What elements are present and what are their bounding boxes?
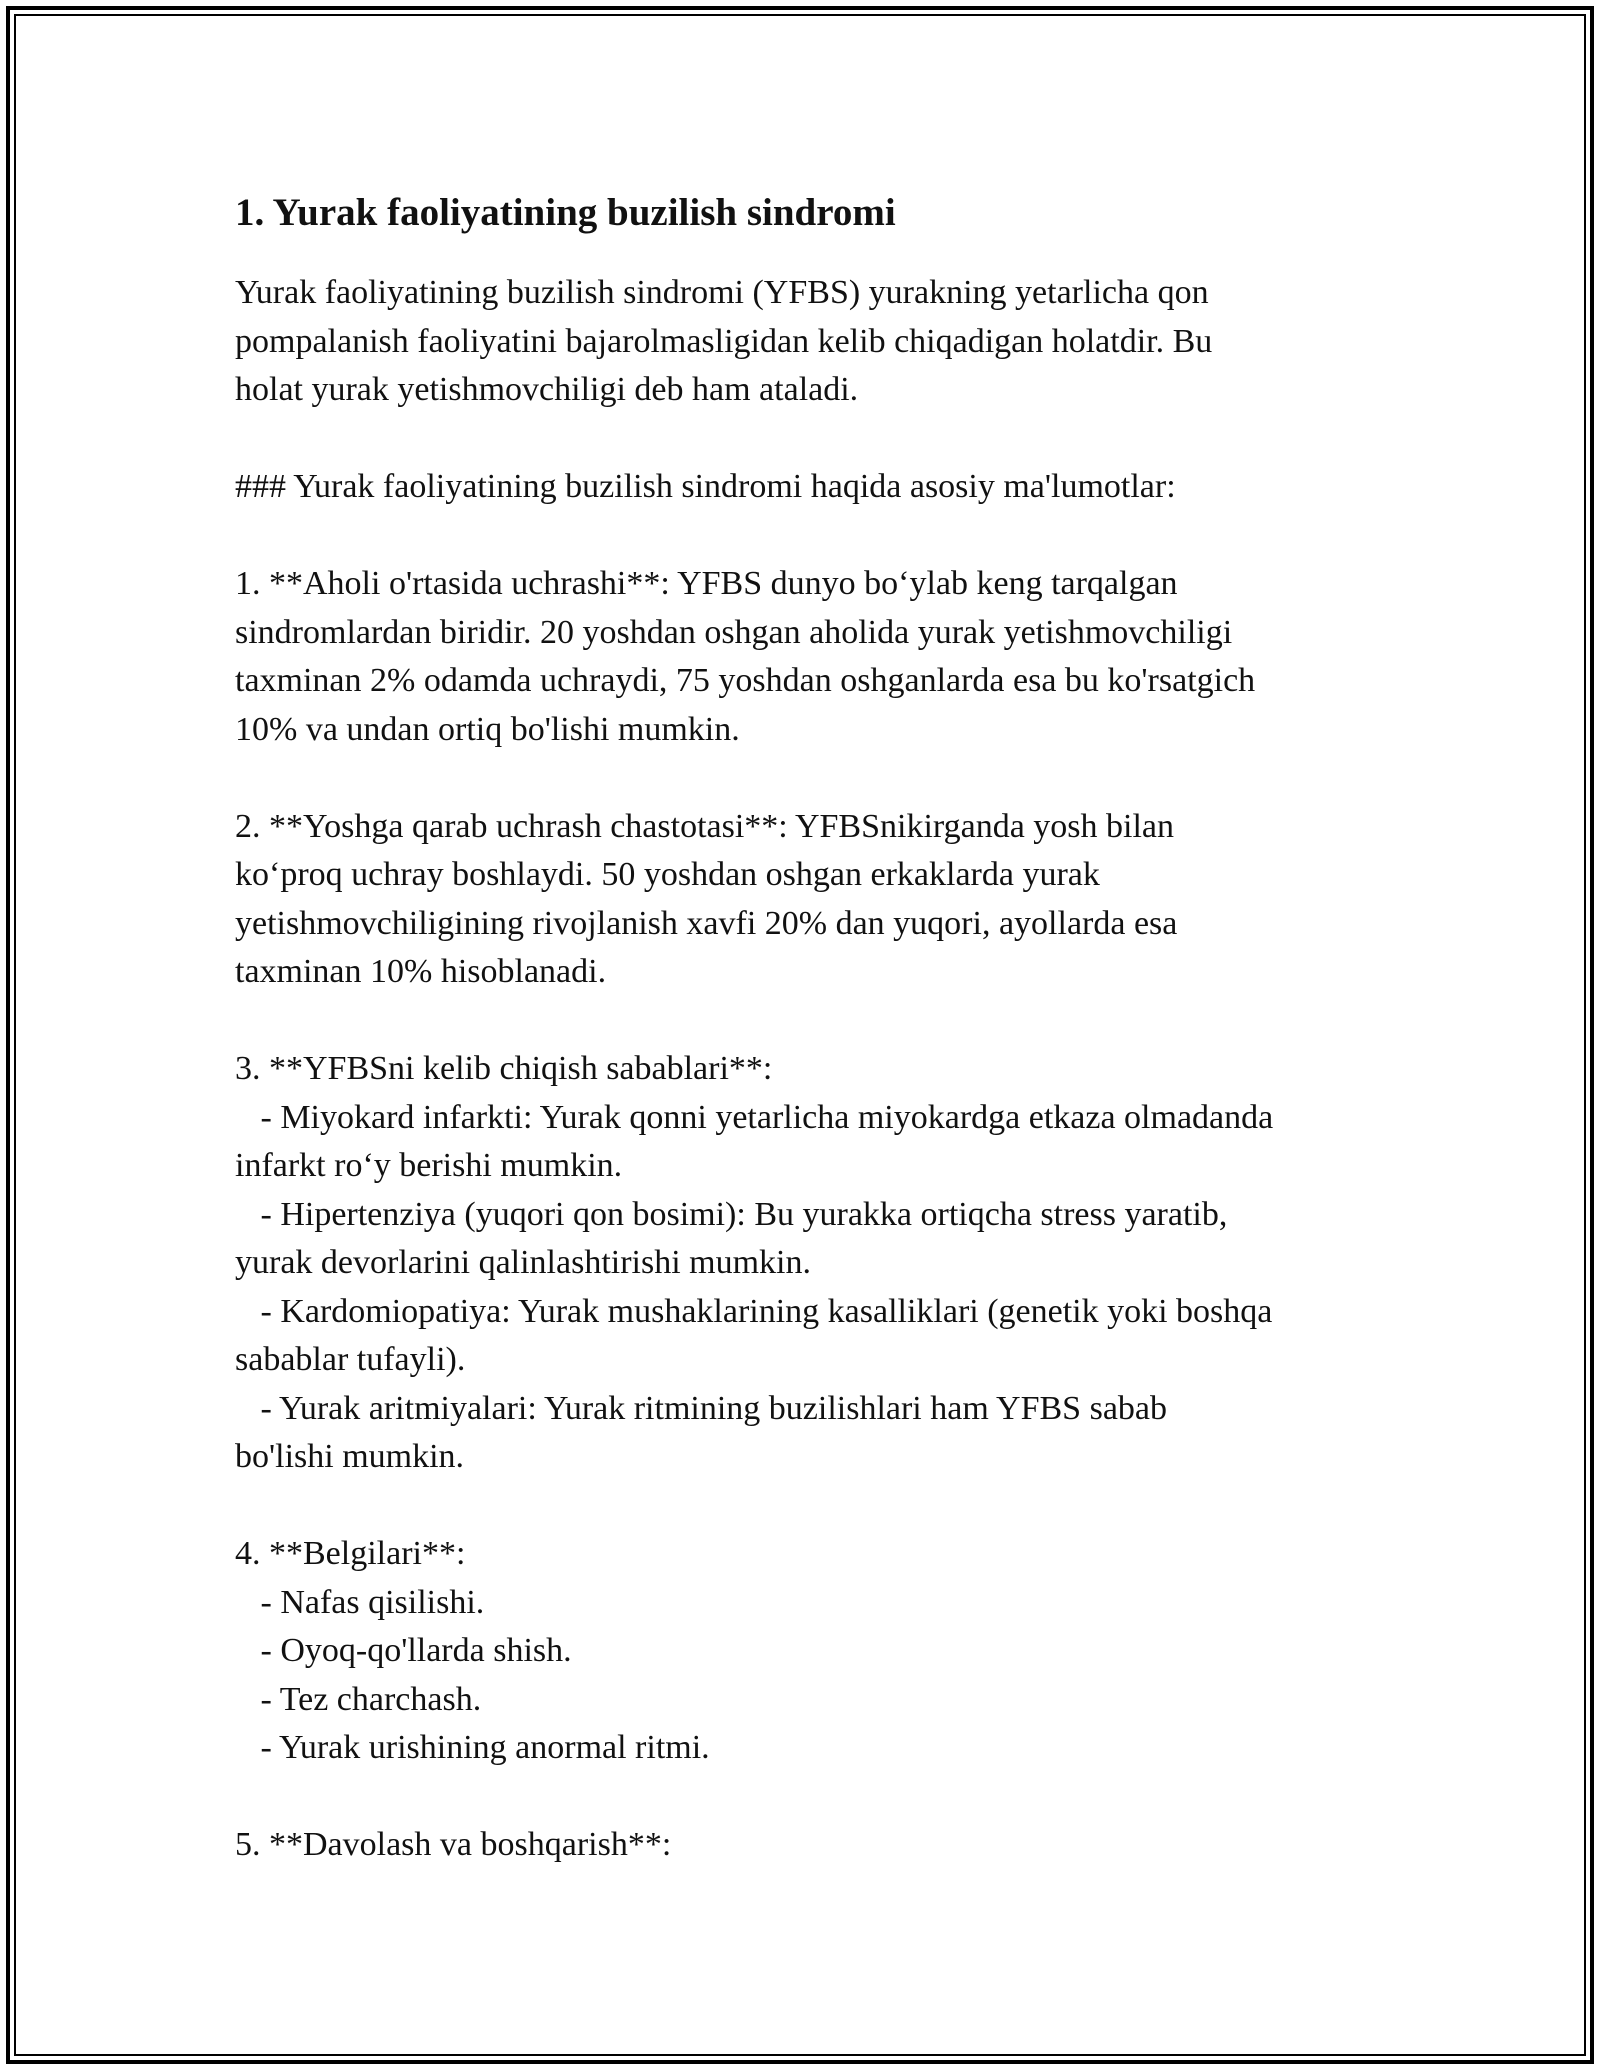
text-line: sabablar tufayli).: [235, 1341, 466, 1378]
section-5: [235, 1821, 1385, 1870]
text-line: 2. **Yoshga qarab uchrash chastotasi**: YFBSnikirganda yosh bilan: [235, 807, 1175, 845]
list-item: - Nafas qisilishi.: [235, 1583, 485, 1621]
list-item: - Oyoq-qo'llarda shish.: [235, 1632, 572, 1669]
text-line: pompalanish faoliyatini bajarolmasligidan kelib chiqadigan holatdir. Bu: [235, 322, 1213, 360]
text-line: taxminan 10% hisoblanadi.: [235, 953, 607, 990]
document-text: [235, 269, 1385, 1870]
text-line: bo'lishi mumkin.: [235, 1438, 465, 1475]
text-line: Yurak faoliyatining buzilish sindromi (YFBS) yurakning yetarlicha qon: [235, 274, 1209, 311]
text-line: - Miyokard infarkti: Yurak qonni yetarlicha miyokardga etkaza olmadanda: [235, 1098, 1274, 1136]
blank-line: [235, 1773, 1385, 1822]
text-line: taxminan 2% odamda uchraydi, 75 yoshdan oshganlarda esa bu ko'rsatgich: [235, 662, 1256, 699]
list-item: - Yurak urishining anormal ritmi.: [235, 1729, 710, 1766]
text-line: 4. **Belgilari**:: [235, 1535, 466, 1572]
subheading: ### Yurak faoliyatining buzilish sindromi haqida asosiy ma'lumotlar:: [235, 468, 1176, 505]
text-line: ko‘proq uchray boshlaydi. 50 yoshdan oshgan erkaklarda yurak: [235, 856, 1100, 893]
text-line: yurak devorlarini qalinlashtirishi mumkin.: [235, 1244, 812, 1281]
document-title: 1. Yurak faoliyatining buzilish sindromi: [235, 191, 896, 234]
list-item: - Tez charchash.: [235, 1680, 482, 1718]
text-line: 10% va undan ortiq bo'lishi mumkin.: [235, 710, 740, 748]
blank-line: [235, 754, 1385, 803]
text-line: - Yurak aritmiyalari: Yurak ritmining buzilishlari ham YFBS sabab: [235, 1389, 1167, 1427]
text-line: infarkt ro‘y berishi mumkin.: [235, 1147, 623, 1184]
text-line: - Hipertenziya (yuqori qon bosimi): Bu yurakka ortiqcha stress yaratib,: [235, 1195, 1228, 1233]
section-3: [235, 1045, 1385, 1482]
text-line: - Kardomiopatiya: Yurak mushaklarining kasalliklari (genetik yoki boshqa: [235, 1292, 1273, 1330]
text-line: yetishmovchiligining rivojlanish xavfi 20% dan yuqori, ayollarda esa: [235, 904, 1178, 942]
document-body: [235, 185, 1385, 1870]
text-line: 1. **Aholi o'rtasida uchrashi**: YFBS dunyo bo‘ylab keng tarqalgan: [235, 565, 1178, 602]
text-line: 5. **Davolash va boshqarish**:: [235, 1826, 672, 1863]
blank-line: [235, 512, 1385, 561]
section-1: [235, 560, 1385, 754]
text-line: sindromlardan biridir. 20 yoshdan oshgan aholida yurak yetishmovchiligi: [235, 613, 1233, 651]
blank-line: [235, 1482, 1385, 1531]
section-2: [235, 803, 1385, 997]
blank-line: [235, 415, 1385, 464]
text-line: 3. **YFBSni kelib chiqish sabablari**:: [235, 1050, 773, 1087]
blank-line: [235, 997, 1385, 1046]
section-4: [235, 1530, 1385, 1773]
intro-paragraph: [235, 269, 1385, 415]
text-line: holat yurak yetishmovchiligi deb ham ataladi.: [235, 371, 859, 408]
